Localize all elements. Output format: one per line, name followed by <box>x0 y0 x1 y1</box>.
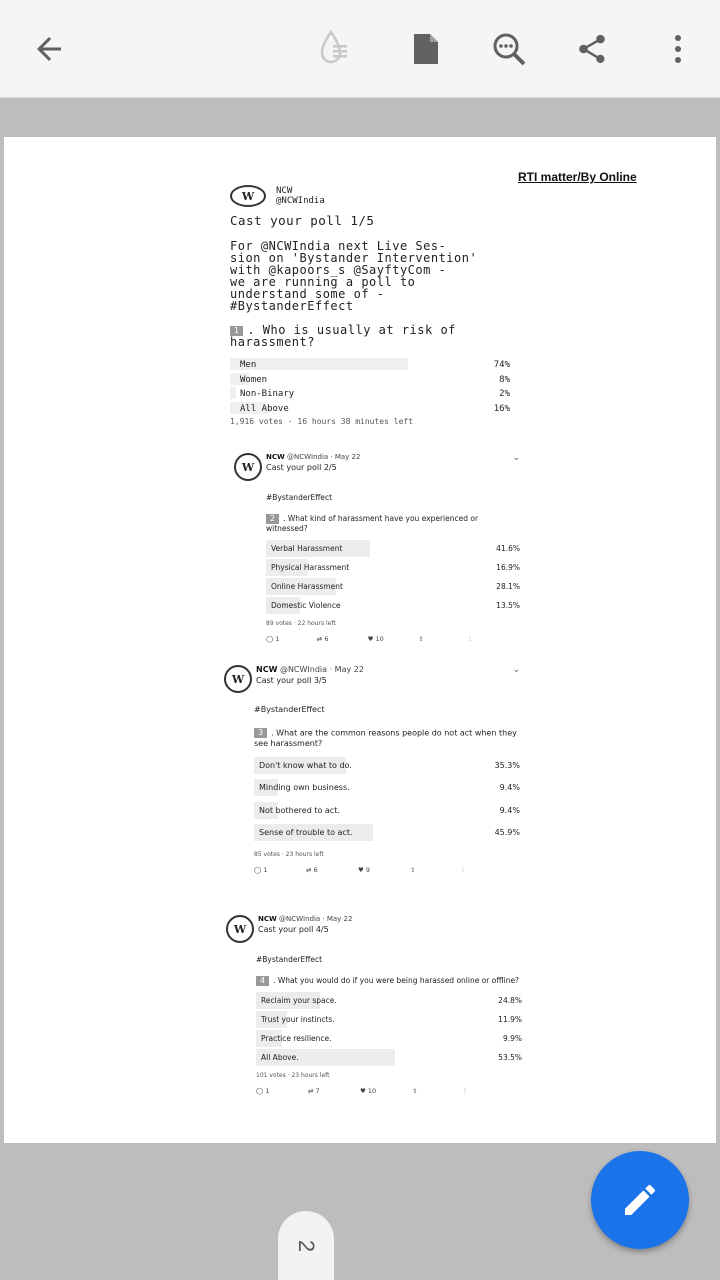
poll-meta: 89 votes · 22 hours left <box>266 620 336 627</box>
poll-option: Not bothered to act. 9.4% <box>254 802 520 825</box>
poll-caption: Cast your poll 4/5 <box>258 925 329 934</box>
poll-option: Reclaim your space. 24.8% <box>256 992 522 1011</box>
account-name: NCW <box>266 453 285 461</box>
share-tweet-icon: ⇧ <box>410 865 416 874</box>
poll-option: Domestic Violence 13.5% <box>266 597 520 616</box>
poll-meta: 101 votes · 23 hours left <box>256 1072 330 1079</box>
poll-option: Practice resilience. 9.9% <box>256 1030 522 1049</box>
account-handle: @NCWIndia · May 22 <box>286 453 361 461</box>
poll-tweet-2 <box>234 453 520 644</box>
reply-icon: ◯ 1 <box>266 635 280 643</box>
poll-option: Physical Harassment 16.9% <box>266 559 520 578</box>
poll-tweet-4 <box>226 915 522 1096</box>
retweet-icon: ⇄ 6 <box>316 635 329 643</box>
hashtag: #BystanderEffect <box>254 705 325 714</box>
poll-option: Women 8% <box>230 373 520 388</box>
poll-option: Men 74% <box>230 358 520 373</box>
document-page[interactable] <box>4 137 716 1143</box>
account-handle: @NCWIndia <box>276 196 325 206</box>
ncw-logo: W <box>234 453 262 481</box>
reply-icon: ◯ 1 <box>256 1087 270 1095</box>
poll-question: 2 . What kind of harassment have you experienced or witnessed? <box>266 514 479 533</box>
ink-drop-icon[interactable] <box>310 24 360 74</box>
edit-pencil-icon <box>620 1180 660 1220</box>
account-name: NCW <box>258 915 277 923</box>
account-name: NCW <box>276 186 293 196</box>
share-tweet-icon: ⇧ <box>412 1087 418 1095</box>
like-icon: ♥ 9 <box>358 865 371 874</box>
analytics-icon: ⫶ <box>469 635 471 643</box>
poll-option: All Above. 53.5% <box>256 1049 522 1068</box>
tweet-body: For @NCWIndia next Live Ses- sion on 'Bystander Intervention' with @kapoors_s @SayftyCom - we are running a poll to understand some of - #BystanderEffect <box>230 239 478 313</box>
poll-meta: 85 votes · 23 hours left <box>254 850 324 858</box>
document-header: RTI matter/By Online <box>518 170 637 184</box>
page-number: 2 <box>294 1239 319 1252</box>
poll-caption: Cast your poll 3/5 <box>256 676 327 685</box>
question-number: 1 <box>230 326 243 336</box>
ncw-logo: W <box>230 185 266 207</box>
poll-option: Non-Binary 2% <box>230 387 520 402</box>
ncw-logo: W <box>226 915 254 943</box>
share-tweet-icon: ⇧ <box>418 635 424 643</box>
page-number-tab[interactable] <box>278 1211 334 1280</box>
poll-caption: Cast your poll 1/5 <box>230 213 375 228</box>
poll-option: Sense of trouble to act. 45.9% <box>254 824 520 847</box>
tweet-actions <box>254 866 520 875</box>
poll-tweet-3 <box>224 665 520 875</box>
more-vert-icon[interactable] <box>653 24 703 74</box>
retweet-icon: ⇄ 7 <box>308 1087 320 1095</box>
hashtag: #BystanderEffect <box>256 955 323 964</box>
retweet-icon: ⇄ 6 <box>306 865 318 874</box>
account-handle: @NCWIndia · May 22 <box>278 915 353 923</box>
poll-option: Don't know what to do. 35.3% <box>254 757 520 780</box>
edit-fab[interactable] <box>591 1151 689 1249</box>
hashtag: #BystanderEffect <box>266 493 333 502</box>
like-icon: ♥ 10 <box>367 635 384 643</box>
share-icon[interactable] <box>567 24 617 74</box>
reply-icon: ◯ 1 <box>254 865 268 874</box>
like-icon: ♥ 10 <box>360 1087 377 1095</box>
account-name: NCW <box>256 665 278 674</box>
tweet-actions <box>266 635 520 644</box>
poll-meta: 1,916 votes · 16 hours 38 minutes left <box>230 417 414 426</box>
poll-tweet-1 <box>230 185 530 426</box>
poll-question: 1 . Who is usually at risk of harassment? <box>230 323 456 349</box>
account-handle: @NCWIndia · May 22 <box>279 665 364 674</box>
poll-question: 4 . What you would do if you were being harassed online or offline? <box>256 976 522 986</box>
top-toolbar <box>0 0 720 98</box>
poll-option: All Above 16% <box>230 402 520 417</box>
tweet-actions <box>256 1087 522 1096</box>
poll-option: Verbal Harassment 41.6% <box>266 540 520 559</box>
arrow-back-icon[interactable] <box>24 24 74 74</box>
search-in-doc-icon[interactable] <box>484 24 534 74</box>
poll-option: Online Harassment 28.1% <box>266 578 520 597</box>
analytics-icon: ⫶ <box>464 1087 466 1095</box>
chevron-down-icon: ⌄ <box>512 453 520 463</box>
poll-option: Minding own business. 9.4% <box>254 779 520 802</box>
file-icon[interactable] <box>401 24 451 74</box>
poll-caption: Cast your poll 2/5 <box>266 463 337 472</box>
analytics-icon: ⫶ <box>462 865 464 874</box>
ncw-logo: W <box>224 665 252 693</box>
poll-option: Trust your instincts. 11.9% <box>256 1011 522 1030</box>
chevron-down-icon: ⌄ <box>512 665 520 675</box>
poll-question: 3 . What are the common reasons people do not act when they see harassment? <box>254 728 517 748</box>
poll-options <box>230 358 520 416</box>
